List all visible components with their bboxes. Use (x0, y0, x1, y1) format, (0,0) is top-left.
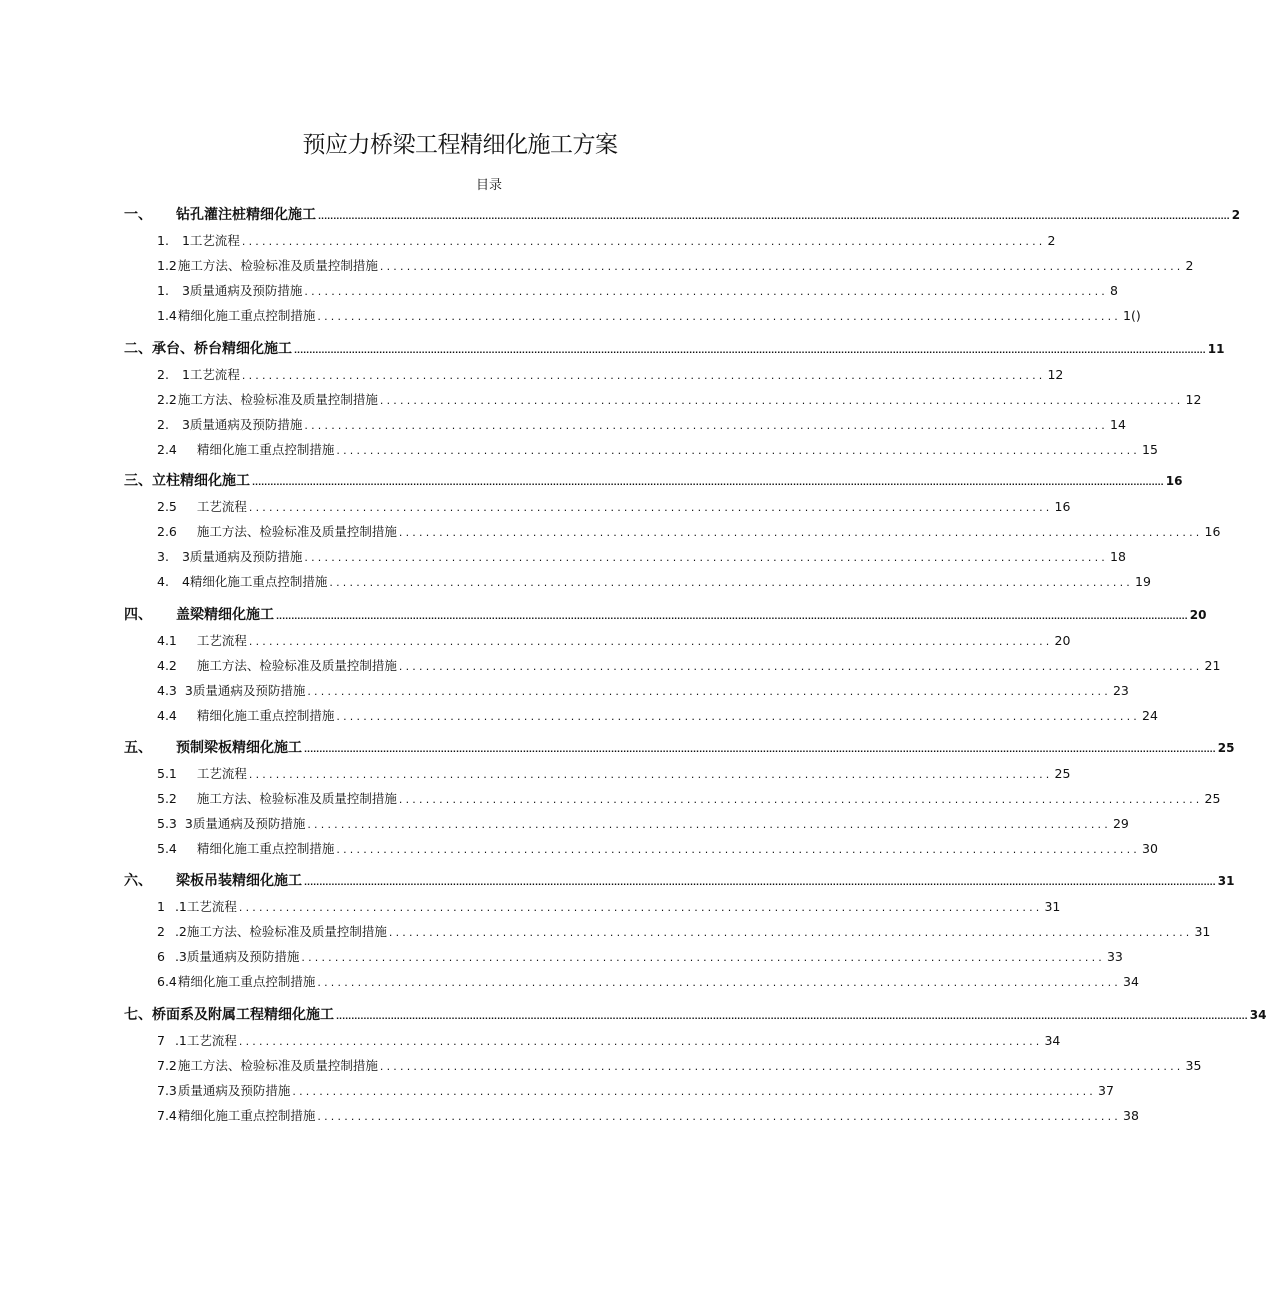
toc-page-number: 37 (1098, 1083, 1114, 1098)
toc-entry-number: 4.1 (157, 633, 177, 648)
toc-entry-number: 1.4 (157, 308, 177, 323)
toc-page-number: 38 (1123, 1108, 1139, 1123)
toc-entry-label: .3质量通病及预防措施 (174, 949, 300, 964)
toc-section-entry[interactable] (157, 922, 1211, 942)
toc-dot-leader: ........................................................................................................................ (301, 951, 1105, 964)
toc-entry-label: .1工艺流程 (174, 1033, 237, 1048)
toc-page-number: 11 (1207, 342, 1225, 356)
toc-entry-label: 工艺流程 (196, 766, 247, 781)
toc-section-entry[interactable] (157, 1056, 1202, 1076)
toc-dot-leader: ........................................................................................................................ (317, 976, 1121, 989)
toc-entry-number: 二、 (124, 341, 152, 357)
toc-dot-leader: ........................................................................................................................ (398, 793, 1203, 806)
toc-page-number: 24 (1142, 708, 1158, 723)
toc-dot-leader: ........................................................................................................................ (388, 926, 1193, 939)
toc-page-number: 1() (1123, 308, 1141, 323)
toc-section-entry[interactable] (157, 789, 1221, 809)
toc-page-number: 21 (1204, 658, 1221, 673)
toc-page-number: 30 (1142, 841, 1158, 856)
toc-page-number: 29 (1112, 816, 1129, 831)
toc-page-number: 33 (1106, 949, 1123, 964)
toc-entry-label: 精细化施工重点控制措施 (177, 974, 316, 989)
toc-chapter-entry[interactable] (124, 737, 1235, 757)
toc-section-entry[interactable] (157, 231, 1056, 251)
toc-entry-number: 4.2 (157, 658, 177, 673)
toc-entry-number: 七、 (124, 1007, 152, 1023)
toc-entry-label: 3质量通病及预防措施 (184, 683, 306, 698)
toc-dot-leader: ........................................................................................................................ (292, 1085, 1096, 1098)
toc-entry-label: 工艺流程 (196, 633, 247, 648)
toc-page-number: 2 (1231, 208, 1241, 222)
toc-entry-number: 3. (157, 549, 169, 564)
toc-page-number: 18 (1110, 549, 1126, 564)
toc-entry-label: 精细化施工重点控制措施 (196, 442, 335, 457)
toc-dot-leader: ........................................................................................................................ (336, 710, 1140, 723)
toc-section-entry[interactable] (157, 365, 1064, 385)
toc-entry-label: 3质量通病及预防措施 (181, 283, 303, 298)
toc-section-entry[interactable] (157, 281, 1118, 301)
toc-entry-number: 五、 (124, 740, 152, 756)
toc-entry-number: 一、 (124, 207, 152, 223)
toc-page-number: 2 (1185, 258, 1194, 273)
toc-dot-leader: ........................................................................................................................ (248, 501, 1053, 514)
toc-page-number: 12 (1185, 392, 1202, 407)
toc-entry-label: 施工方法、检验标准及质量控制措施 (177, 392, 378, 407)
toc-page-number: 12 (1047, 367, 1064, 382)
toc-entry-number: 5.4 (157, 841, 177, 856)
toc-section-entry[interactable] (157, 1081, 1114, 1101)
toc-section-entry[interactable] (157, 631, 1071, 651)
toc-section-entry[interactable] (157, 522, 1221, 542)
toc-entry-number: 7.2 (157, 1058, 177, 1073)
toc-entry-label: 钻孔灌注桩精细化施工 (176, 207, 316, 223)
toc-entry-label: 精细化施工重点控制措施 (177, 308, 316, 323)
toc-page-number: 20 (1054, 633, 1071, 648)
toc-section-entry[interactable] (157, 972, 1139, 992)
toc-section-entry[interactable] (157, 390, 1202, 410)
toc-entry-label: 预制梁板精细化施工 (176, 740, 302, 756)
toc-dot-leader: ........................................................................................................................ (336, 444, 1140, 457)
toc-section-entry[interactable] (157, 656, 1221, 676)
toc-chapter-entry[interactable] (124, 870, 1235, 890)
toc-dot-leader: ........................................................................................................................ (307, 685, 1111, 698)
toc-entry-label: 3质量通病及预防措施 (184, 816, 306, 831)
toc-section-entry[interactable] (157, 440, 1158, 460)
toc-section-entry[interactable] (157, 681, 1129, 701)
toc-entry-label: 精细化施工重点控制措施 (196, 841, 335, 856)
toc-entry-number: 6.4 (157, 974, 177, 989)
toc-page-number: 31 (1044, 899, 1061, 914)
toc-section-entry[interactable] (157, 1031, 1061, 1051)
toc-entry-number: 4.3 (157, 683, 177, 698)
toc-entry-number: 1 (157, 899, 165, 914)
toc-page-number: 16 (1204, 524, 1221, 539)
toc-page-number: 25 (1217, 741, 1235, 755)
toc-entry-label: 精细化施工重点控制措施 (196, 708, 335, 723)
toc-page-number: 34 (1249, 1008, 1266, 1022)
toc-entry-number: 1.2 (157, 258, 177, 273)
toc-section-entry[interactable] (157, 706, 1158, 726)
toc-entry-label: 盖梁精细化施工 (176, 607, 274, 623)
toc-entry-label: 4精细化施工重点控制措施 (181, 574, 328, 589)
toc-page-number: 23 (1112, 683, 1129, 698)
toc-entry-number: 四、 (124, 607, 152, 623)
toc-page-number: 25 (1204, 791, 1221, 806)
toc-page-number: 16 (1054, 499, 1071, 514)
toc-dot-leader: ........................................................................................................................ (336, 843, 1140, 856)
toc-entry-number: 1. (157, 233, 169, 248)
toc-section-entry[interactable] (157, 947, 1123, 967)
toc-entry-number: 7.3 (157, 1083, 177, 1098)
toc-page-number: 31 (1194, 924, 1211, 939)
toc-section-entry[interactable] (157, 547, 1126, 567)
toc-dot-leader: ........................................................................................................................ (307, 818, 1111, 831)
toc-dot-leader: ........................................................................................................................ (379, 1060, 1184, 1073)
toc-chapter-entry[interactable] (124, 338, 1225, 358)
toc-entry-number: 6 (157, 949, 165, 964)
toc-page-number: 8 (1110, 283, 1118, 298)
toc-entry-label: 桥面系及附属工程精细化施工 (152, 1007, 334, 1023)
toc-entry-number: 2 (157, 924, 165, 939)
toc-page-number: 14 (1110, 417, 1126, 432)
toc-dot-leader: ........................................................................................................................ (379, 394, 1184, 407)
toc-section-entry[interactable] (157, 572, 1151, 592)
toc-entry-number: 2.5 (157, 499, 177, 514)
toc-chapter-entry[interactable] (124, 470, 1183, 490)
toc-entry-number: 5.3 (157, 816, 177, 831)
toc-entry-label: .2施工方法、检验标准及质量控制措施 (174, 924, 387, 939)
toc-dot-leader: ........................................................................................................................ (304, 551, 1108, 564)
toc-entry-label: 精细化施工重点控制措施 (177, 1108, 316, 1123)
toc-entry-label: 施工方法、检验标准及质量控制措施 (177, 258, 378, 273)
toc-entry-number: 2. (157, 417, 169, 432)
toc-entry-number: 2. (157, 367, 169, 382)
toc-dot-leader: ........................................................................................................................ (238, 901, 1043, 914)
toc-chapter-entry[interactable] (124, 604, 1207, 624)
toc-page-number: 16 (1165, 474, 1183, 488)
toc-entry-label: 梁板吊装精细化施工 (176, 873, 302, 889)
toc-dot-leader: ............................................................................................................................................................................................................................................................................................................ (304, 745, 1216, 754)
toc-entry-label: 3质量通病及预防措施 (181, 417, 303, 432)
toc-section-entry[interactable] (157, 256, 1194, 276)
toc-section-entry[interactable] (157, 497, 1071, 517)
toc-entry-number: 2.4 (157, 442, 177, 457)
toc-entry-number: 三、 (124, 473, 152, 489)
toc-dot-leader: ............................................................................................................................................................................................................................................................................................................ (252, 478, 1164, 487)
toc-section-entry[interactable] (157, 814, 1129, 834)
toc-entry-number: 2.2 (157, 392, 177, 407)
toc-dot-leader: ........................................................................................................................ (238, 1035, 1043, 1048)
toc-dot-leader: ............................................................................................................................................................................................................................................................................................................ (318, 212, 1230, 221)
toc-dot-leader: ............................................................................................................................................................................................................................................................................................................ (304, 878, 1216, 887)
toc-dot-leader: ........................................................................................................................ (304, 285, 1108, 298)
toc-section-entry[interactable] (157, 1106, 1139, 1126)
toc-entry-label: 立柱精细化施工 (152, 473, 250, 489)
toc-page-number: 35 (1185, 1058, 1202, 1073)
toc-entry-label: .1工艺流程 (174, 899, 237, 914)
toc-section-entry[interactable] (157, 306, 1141, 326)
toc-dot-leader: ........................................................................................................................ (304, 419, 1108, 432)
toc-dot-leader: ........................................................................................................................ (398, 660, 1203, 673)
toc-entry-number: 六、 (124, 873, 152, 889)
toc-entry-number: 4. (157, 574, 169, 589)
toc-entry-label: 3质量通病及预防措施 (181, 549, 303, 564)
toc-entry-number: 7.4 (157, 1108, 177, 1123)
toc-entry-label: 施工方法、检验标准及质量控制措施 (177, 1058, 378, 1073)
toc-dot-leader: ........................................................................................................................ (241, 235, 1046, 248)
toc-chapter-entry[interactable] (124, 204, 1241, 224)
toc-entry-label: 施工方法、检验标准及质量控制措施 (196, 524, 397, 539)
toc-dot-leader: ............................................................................................................................................................................................................................................................................................................ (336, 1012, 1248, 1021)
toc-section-entry[interactable] (157, 764, 1071, 784)
toc-section-entry[interactable] (157, 897, 1061, 917)
toc-entry-number: 5.1 (157, 766, 177, 781)
toc-page-number: 34 (1044, 1033, 1061, 1048)
toc-entry-label: 承台、桥台精细化施工 (152, 341, 292, 357)
toc-dot-leader: ............................................................................................................................................................................................................................................................................................................ (276, 612, 1188, 621)
toc-page-number: 15 (1142, 442, 1158, 457)
toc-page-number: 34 (1123, 974, 1139, 989)
toc-dot-leader: ........................................................................................................................ (317, 310, 1121, 323)
toc-page-number: 20 (1189, 608, 1207, 622)
toc-page-number: 25 (1054, 766, 1071, 781)
toc-entry-label: 1工艺流程 (181, 367, 240, 382)
toc-dot-leader: ........................................................................................................................ (329, 576, 1133, 589)
toc-entry-label: 1工艺流程 (181, 233, 240, 248)
toc-entry-label: 质量通病及预防措施 (177, 1083, 291, 1098)
toc-section-entry[interactable] (157, 415, 1126, 435)
toc-entry-number: 7 (157, 1033, 165, 1048)
toc-entry-number: 1. (157, 283, 169, 298)
toc-entry-number: 2.6 (157, 524, 177, 539)
toc-dot-leader: ........................................................................................................................ (317, 1110, 1121, 1123)
document-title: 预应力桥梁工程精细化施工方案 (302, 132, 618, 158)
toc-dot-leader: ........................................................................................................................ (241, 369, 1046, 382)
toc-page-number: 31 (1217, 874, 1235, 888)
toc-section-entry[interactable] (157, 839, 1158, 859)
toc-entry-label: 施工方法、检验标准及质量控制措施 (196, 791, 397, 806)
toc-page-number: 19 (1135, 574, 1151, 589)
toc-dot-leader: ............................................................................................................................................................................................................................................................................................................ (294, 346, 1206, 355)
toc-heading: 目录 (475, 178, 502, 193)
toc-entry-label: 施工方法、检验标准及质量控制措施 (196, 658, 397, 673)
toc-dot-leader: ........................................................................................................................ (398, 526, 1203, 539)
toc-dot-leader: ........................................................................................................................ (379, 260, 1184, 273)
toc-dot-leader: ........................................................................................................................ (248, 768, 1053, 781)
toc-entry-label: 工艺流程 (196, 499, 247, 514)
toc-entry-number: 5.2 (157, 791, 177, 806)
toc-page-number: 2 (1047, 233, 1056, 248)
toc-entry-number: 4.4 (157, 708, 177, 723)
toc-chapter-entry[interactable] (124, 1004, 1266, 1024)
toc-dot-leader: ........................................................................................................................ (248, 635, 1053, 648)
